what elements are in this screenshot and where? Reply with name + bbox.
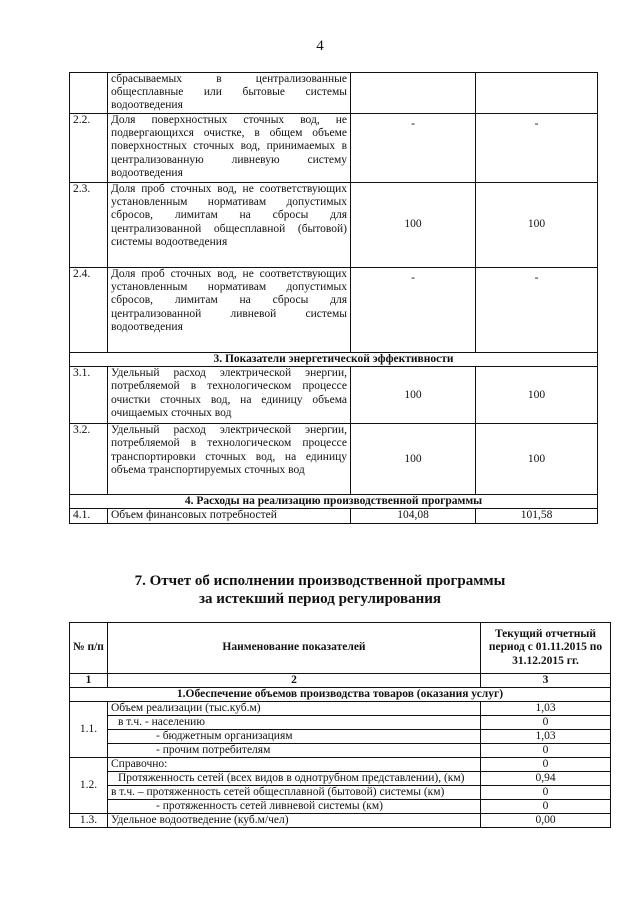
table-row (70, 367, 598, 424)
row-value: 0 (481, 716, 611, 730)
row-value: 0 (481, 786, 611, 800)
table-row (70, 114, 598, 183)
row-number: 1.2. (70, 758, 108, 814)
row-number: 3.1. (70, 367, 108, 424)
index-row (70, 674, 611, 688)
table-row (70, 716, 611, 730)
section-row (70, 495, 598, 509)
row-value-1: - (351, 268, 476, 353)
row-label: Справочно: (108, 758, 481, 772)
row-label: Объем реализации (тыс.куб.м) (108, 702, 481, 716)
row-value: 0,00 (481, 814, 611, 828)
row-value-2: 100 (476, 424, 598, 495)
section-title-line-1: 7. Отчет об исполнении производственной программы (134, 573, 506, 589)
section-heading-1: 1.Обеспечение объемов производства товаров (оказания услуг) (70, 688, 611, 702)
row-value: 1,03 (481, 730, 611, 744)
table-row (70, 268, 598, 353)
row-value-2: 100 (476, 183, 598, 268)
row-number: 4.1. (70, 509, 108, 523)
row-label: - бюджетным организациям (108, 730, 481, 744)
row-label: Протяженность сетей (всех видов в однотрубном представлении), (км) (108, 772, 481, 786)
row-value-2: - (476, 114, 598, 183)
table-row (70, 73, 598, 114)
section-heading-3: 3. Показатели энергетической эффективности (70, 353, 598, 367)
row-label: - прочим потребителям (108, 744, 481, 758)
section-row (70, 688, 611, 702)
row-value-1: 100 (351, 183, 476, 268)
table-row (70, 730, 611, 744)
row-label: Удельное водоотведение (куб.м/чел) (108, 814, 481, 828)
row-text: Объем финансовых потребностей (108, 509, 351, 523)
row-value-1 (351, 73, 476, 114)
row-number: 1.3. (70, 814, 108, 828)
row-number: 2.2. (70, 114, 108, 183)
header-row (70, 623, 611, 674)
table-row (70, 814, 611, 828)
column-header-period: Текущий отчетный период с 01.11.2015 по 31.12.2015 гг. (481, 623, 611, 674)
row-value-2: 100 (476, 367, 598, 424)
row-value: 0 (481, 800, 611, 814)
row-value-1: - (351, 114, 476, 183)
row-value: 1,03 (481, 702, 611, 716)
row-value: 0 (481, 758, 611, 772)
row-value: 0,94 (481, 772, 611, 786)
row-text: Доля поверхностных сточных вод, не подвергающихся очистке, в общем объеме поверхностных сточных вод, принимаемых в централизованную ливневую систему водоотведения (108, 114, 351, 183)
row-text: Удельный расход электрической энергии, потребляемой в технологическом процессе транспортировки сточных вод, на единицу объема транспортируемых сточных вод (108, 424, 351, 495)
row-number: 2.4. (70, 268, 108, 353)
row-text: Удельный расход электрической энергии, потребляемой в технологическом процессе очистки сточных вод, на единицу объема очищаемых сточных вод (108, 367, 351, 424)
table-row (70, 702, 611, 716)
column-index: 1 (70, 674, 108, 688)
column-header-number: № п/п (70, 623, 108, 674)
section-row (70, 353, 598, 367)
row-value-2: 101,58 (476, 509, 598, 523)
section-title-line-2: за истекший период регулирования (198, 591, 442, 607)
table-row (70, 772, 611, 786)
row-label: в т.ч. - населению (108, 716, 481, 730)
table-row (70, 758, 611, 772)
column-index: 3 (481, 674, 611, 688)
table-row (70, 424, 598, 495)
row-label: в т.ч. – протяженность сетей общесплавной (бытовой) системы (км) (108, 786, 481, 800)
section-heading-4: 4. Расходы на реализацию производственной программы (70, 495, 598, 509)
column-header-name: Наименование показателей (108, 623, 481, 674)
row-number: 1.1. (70, 702, 108, 758)
page-number: 4 (316, 38, 324, 54)
row-text: Доля проб сточных вод, не соответствующих установленным нормативам допустимых сбросов, лимитам на сбросы для централизованной ливневой системы водоотведения (108, 268, 351, 353)
row-text: Доля проб сточных вод, не соответствующих установленным нормативам допустимых сбросов, лимитам на сбросы для централизованной общесплавной (бытовой) системы водоотведения (108, 183, 351, 268)
row-value: 0 (481, 744, 611, 758)
table-row (70, 744, 611, 758)
table-row (70, 183, 598, 268)
row-value-2: - (476, 268, 598, 353)
table-row (70, 786, 611, 800)
row-number: 3.2. (70, 424, 108, 495)
row-value-1: 104,08 (351, 509, 476, 523)
column-index: 2 (108, 674, 481, 688)
row-value-2 (476, 73, 598, 114)
indicators-table (69, 72, 598, 524)
row-value-1: 100 (351, 424, 476, 495)
table-row (70, 509, 598, 523)
row-number: 2.3. (70, 183, 108, 268)
row-text: сбрасываемых в централизованные общесплавные или бытовые системы водоотведения (108, 73, 351, 114)
row-label: - протяженность сетей ливневой системы (км) (108, 800, 481, 814)
table-row (70, 800, 611, 814)
report-table (69, 622, 611, 828)
row-value-1: 100 (351, 367, 476, 424)
